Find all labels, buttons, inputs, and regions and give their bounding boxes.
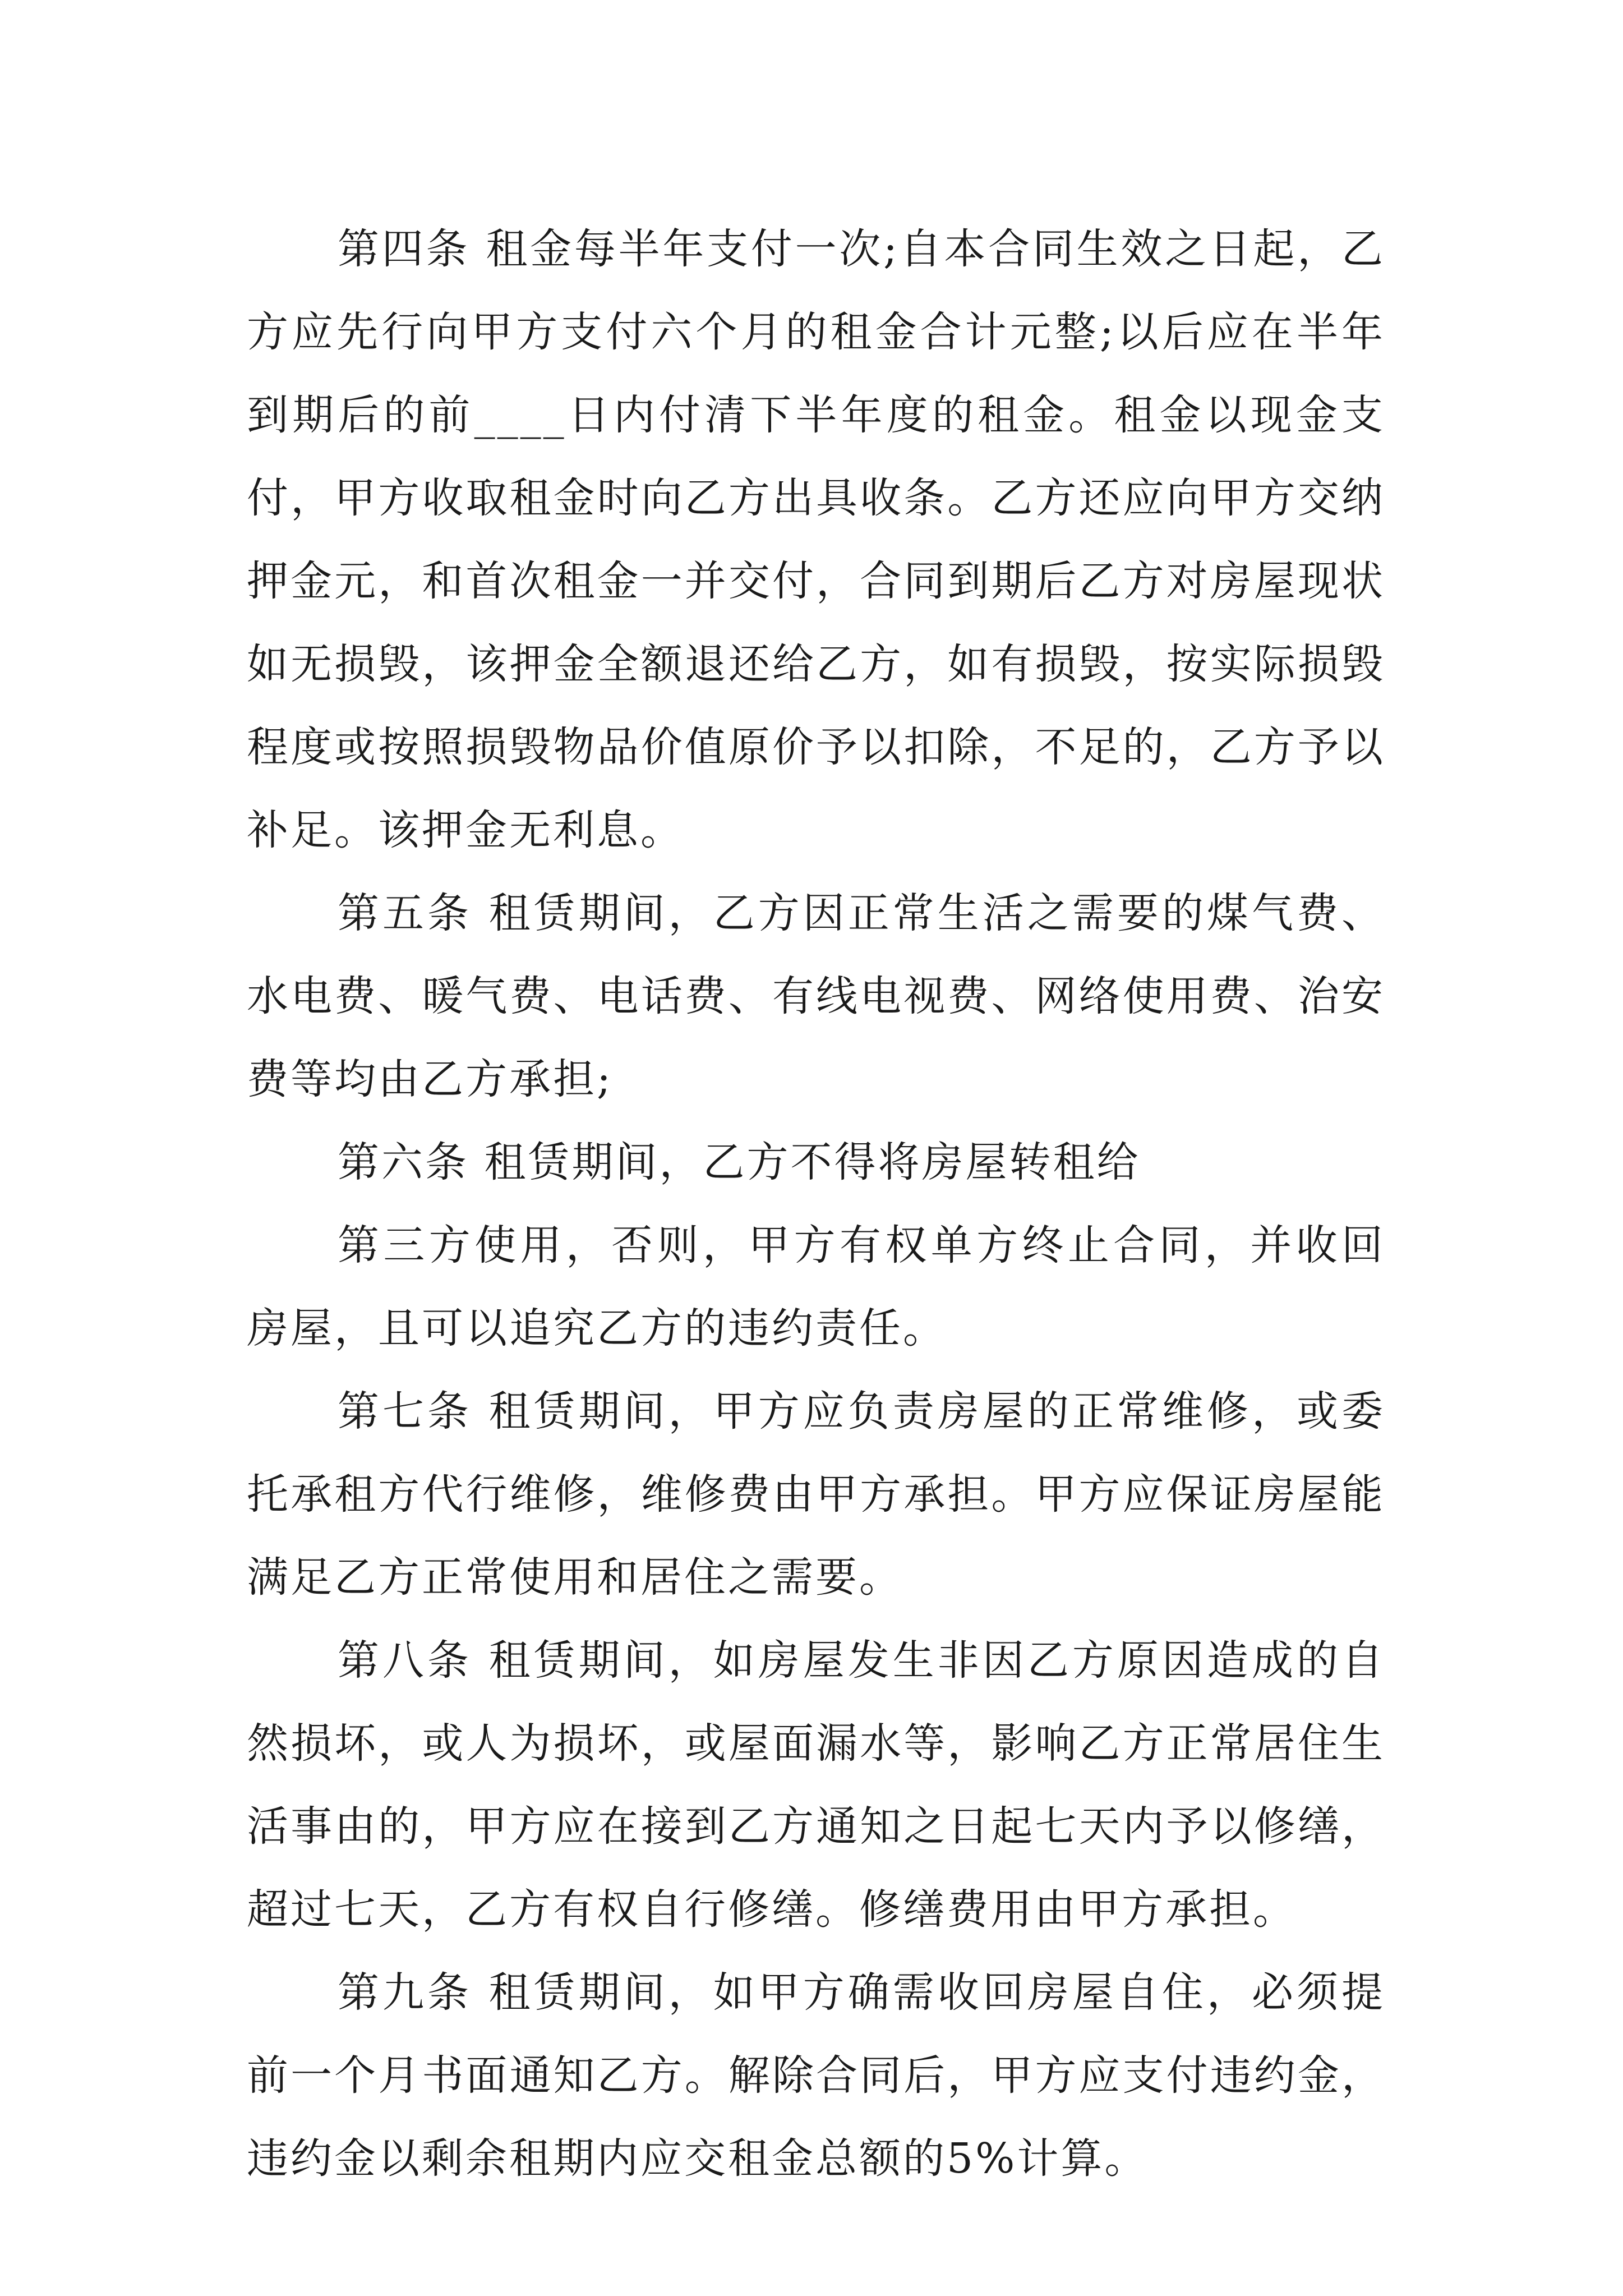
clause-9-paragraph: 第九条 租赁期间，如甲方确需收回房屋自住，必须提前一个月书面通知乙方。解除合同后，甲方应支付违约金，违约金以剩余租期内应交租金总额的5%计算。 bbox=[247, 1968, 1385, 2183]
clause-6-paragraph: 第六条 租赁期间，乙方不得将房屋转租给 bbox=[338, 1138, 1141, 1186]
clause-5-paragraph: 第五条 租赁期间，乙方因正常生活之需要的煤气费、水电费、暖气费、电话费、有线电视费、网络使用费、治安费等均由乙方承担; bbox=[247, 889, 1385, 1103]
clause-6-continuation-paragraph: 第三方使用，否则，甲方有权单方终止合同，并收回房屋，且可以追究乙方的违约责任。 bbox=[247, 1221, 1385, 1352]
clause-7-paragraph: 第七条 租赁期间，甲方应负责房屋的正常维修，或委托承租方代行维修，维修费由甲方承担。甲方应保证房屋能满足乙方正常使用和居住之需要。 bbox=[247, 1387, 1385, 1602]
document-body bbox=[247, 208, 1385, 2200]
clause-4-paragraph: 第四条 租金每半年支付一次;自本合同生效之日起，乙方应先行向甲方支付六个月的租金合计元整;以后应在半年到期后的前____日内付清下半年度的租金。租金以现金支付，甲方收取租金时向乙方出具收条。乙方还应向甲方交纳押金元，和首次租金一并交付，合同到期后乙方对房屋现状如无损毁，该押金全额退还给乙方，如有损毁，按实际损毁程度或按照损毁物品价值原价予以扣除，不足的，乙方予以补足。该押金无利息。 bbox=[247, 225, 1385, 854]
clause-8-paragraph: 第八条 租赁期间，如房屋发生非因乙方原因造成的自然损坏，或人为损坏，或屋面漏水等，影响乙方正常居住生活事由的，甲方应在接到乙方通知之日起七天内予以修缮，超过七天，乙方有权自行修缮。修缮费用由甲方承担。 bbox=[247, 1636, 1385, 1934]
